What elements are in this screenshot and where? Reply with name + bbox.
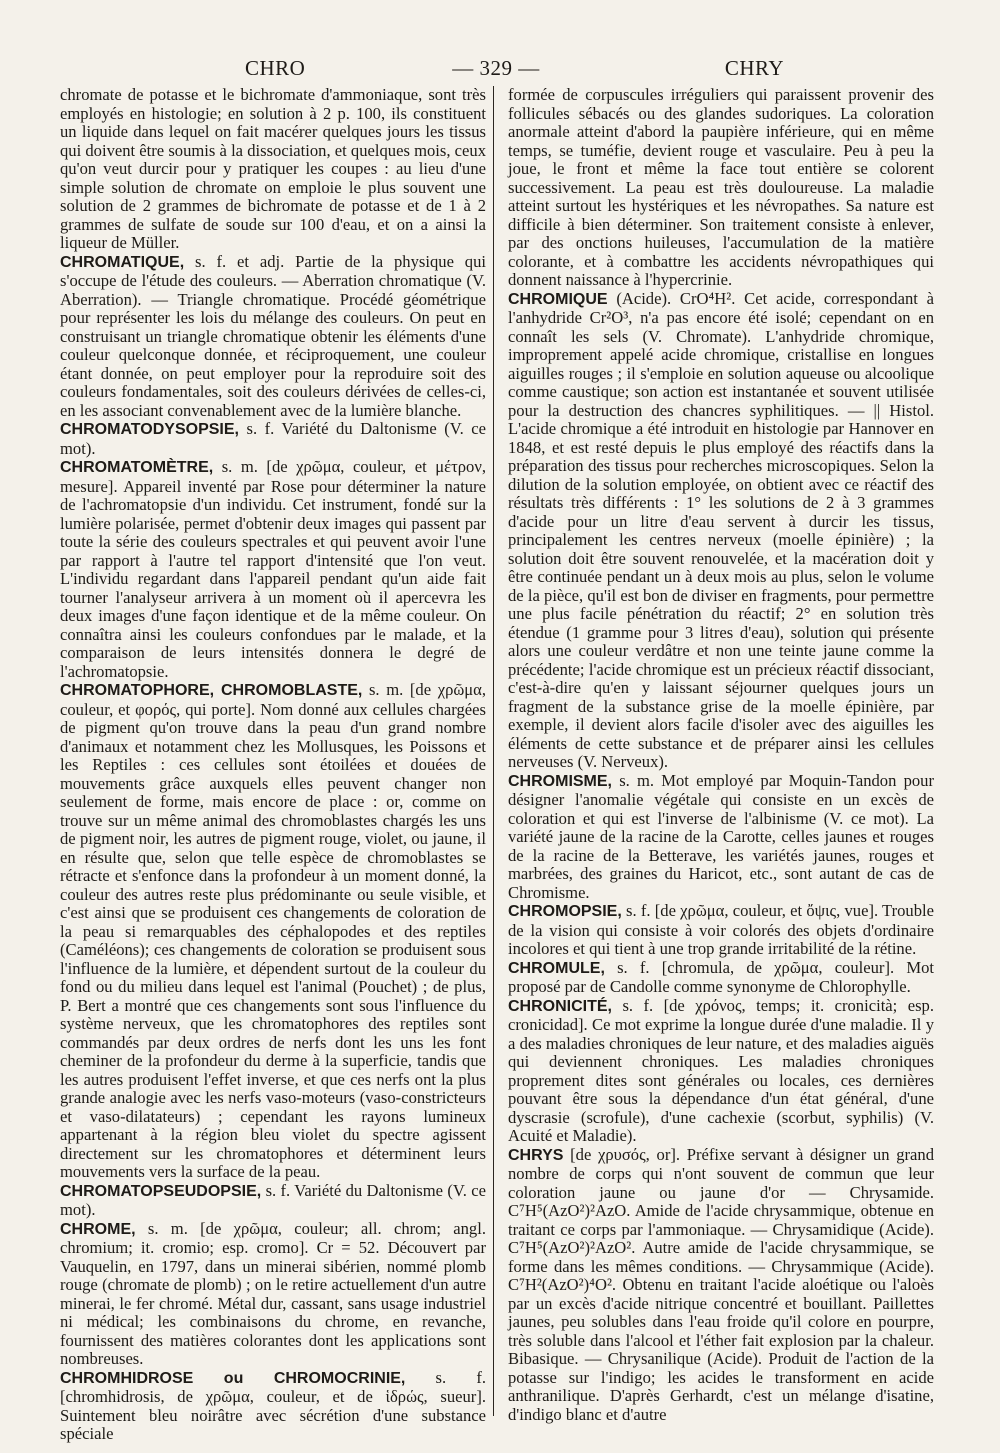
entry-chromatopseudopsie	[60, 1182, 486, 1220]
entry-chromule	[508, 959, 934, 997]
headword: CHROMULE,	[508, 959, 605, 977]
headword: CHROMATOMÈTRE,	[60, 459, 214, 476]
headword: CHROMATOPHORE, CHROMOBLASTE,	[60, 682, 363, 699]
entry-text: s. f. [chromhidrosis, de χρῶμα, couleur, et de ἱδρώς, sueur]. Suintement bleu noirâtre avec sécrétion d'une substance spéciale	[60, 1367, 486, 1443]
entry-chromate-cont	[60, 86, 486, 253]
right-column	[508, 86, 934, 1426]
entry-chromhidrose	[60, 1369, 486, 1444]
entry-chromhidrose-cont	[508, 86, 934, 290]
running-header	[60, 52, 932, 86]
entry-chromatophore	[60, 681, 486, 1182]
headword: CHROMOPSIE,	[508, 903, 622, 920]
headword: CHRONICITÉ,	[508, 997, 612, 1015]
header-right-word: CHRY	[724, 56, 784, 80]
entry-text: s. m. [de χρῶμα, couleur, et μέτρον, mesure]. Appareil inventé par Rose pour déterminer la nature de l'achromatopsie d'un individu. Cet instrument, fondé sur la lumière polarisée, permet d'obtenir deux images qui passent par toute la série des couleurs spectrales et qui peuvent avoir l'une par rapport à l'autre tel rapport d'intensité que l'on veut. L'individu regardant dans l'appareil pendant qu'un aide fait tourner l'analyseur arrivera à un moment où il apercevra les deux images d'une façon identique et de la même couleur. On connaîtra ainsi les couleurs confondues par le malade, et la comparaison de leurs intensités donnera le degré de l'achromatopsie.	[60, 457, 486, 681]
entry-text: s. m. [de χρῶμα, couleur, et φορός, qui porte]. Nom donné aux cellules chargées de pigment qu'on trouve dans la peau d'un grand nombre d'animaux et notamment chez les Mollusques, les Poissons et les Reptiles : ces cellules sont étoilées et douées de mouvements grâce auxquels elles peuvent changer non seulement de forme, mais encore de place : or, comme on trouve sur un même animal des chromoblastes chargés les uns de pigment noir, les autres de pigment rouge, violet, ou jaune, il en résulte que, selon que telle espèce de chromoblastes se rétracte et s'enfonce dans la profondeur à un moment donné, la couleur des autres reste plus prédominante ou seule visible, et c'est ainsi que se produisent ces changements de coloration de la peau si remarquables des céphalopodes et des reptiles (Caméléons); ces changements de coloration se produisent sous l'influence de la lumière, et dépendent surtout de la couleur du fond ou du milieu dans lequel est l'animal (Pouchet) ; de plus, P. Bert a montré que ces changements sont sous l'influence du système nerveux, que les chromatophores des reptiles sont commandés par deux ordres de nerfs dont les uns les font cheminer de la profondeur du derme à la superficie, tandis que les autres produisent l'effet inverse, et que ces nerfs ont la plus grande analogie avec les nerfs vaso-moteurs (vaso-constricteurs et vaso-dilatateurs) ; cependant les rayons lumineux appartenant à la région bleu violet du spectre agissent directement sur les chromatophores et déterminent leurs mouvements vers la surface de la peau.	[60, 680, 487, 1181]
entry-text: s. m. Mot employé par Moquin-Tandon pour désigner l'anomalie végétale qui consiste en un excès de coloration et qui est l'inverse de l'albinisme (V. ce mot). La variété jaune de la racine de la Carotte, celles jaunes et rouges de la racine de la Betterave, les variétés jaunes, rouges et marbrées, des graines du Haricot, etc., sont autant de cas de Chromisme.	[508, 770, 934, 902]
page-number: — 329 —	[452, 56, 540, 80]
column-divider	[493, 86, 494, 1416]
headword: CHROMISME,	[508, 772, 612, 790]
headword: CHROMATIQUE,	[60, 253, 185, 271]
headword: CHROMATOPSEUDOPSIE,	[60, 1182, 262, 1200]
headword: CHROME,	[60, 1220, 136, 1238]
entry-text: chromate de potasse et le bichromate d'ammoniaque, sont très employés en histologie; en solution à 2 p. 100, ils constituent un liquide dans lequel on fait macérer quelques jours les tissus qui doivent être soumis à la dissociation, et quelques mois, ceux qu'on veut durcir pour y pratiquer les coupes : au lieu d'une simple solution de chromate on emploie le plus souvent une solution de 2 grammes de bichromate de potasse et de 1 à 2 grammes de sulfate de soude sur 100 d'eau, et on a ainsi la liqueur de Müller.	[60, 85, 486, 252]
entry-text: formée de corpuscules irréguliers qui paraissent provenir des follicules sébacés ou des glandes sudoriques. La coloration anormale atteint d'abord la paupière inférieure, qui en même temps, se tuméfie, devient rouge et vasculaire. Peu à peu la joue, le front et même la face tout entière se colorent successivement. La peau est très douloureuse. La maladie atteint surtout les hystériques et les névropathes. Sa nature est difficile à bien déterminer. Son traitement consiste à enlever, par des onctions huileuses, l'accumulation de la matière colorante, et à combattre les accidents névropathiques qui donnent naissance à l'hypercrinie.	[508, 85, 934, 289]
headword: CHRYS	[508, 1146, 564, 1164]
entry-text: s. f. [de χρόνος, temps; it. cronicità; esp. cronicidad]. Ce mot exprime la longue durée d'une maladie. Il y a des maladies chroniques de leur nature, et des maladies aiguës qui deviennent chroniques. Les maladies chroniques proprement dites sont générales ou locales, ces dernières pouvant être sous la dépendance d'un état général, d'une dyscrasie (scrofule), d'une cachexie (scorbut, syphilis) (V. Acuité et Maladie).	[508, 995, 934, 1145]
entry-chronicite	[508, 997, 934, 1146]
entry-chrome	[60, 1220, 486, 1369]
entry-text: s. f. [chromula, de χρῶμα, couleur]. Mot proposé par de Candolle comme synonyme de Chlorophylle.	[508, 957, 934, 996]
entry-chromatodysopsie	[60, 420, 486, 458]
entry-chromopsie	[508, 902, 934, 959]
entry-text: s. f. et adj. Partie de la physique qui s'occupe de l'étude des couleurs. — Aberration chromatique (V. Aberration). — Triangle chromatique. Procédé géométrique pour représenter les lois du mélange des couleurs. On peut en construisant un triangle chromatique obtenir les éléments d'une couleur quelconque donnée, et réciproquement, une couleur étant donnée, on peut employer pour la reproduire soit des couleurs fondamentales, soit des couleurs dérivées de celles-ci, en les associant convenablement avec de la lumière blanche.	[60, 251, 486, 420]
entry-text: [de χρυσός, or]. Préfixe servant à désigner un grand nombre de corps qui n'ont souvent de commun que leur coloration jaune ou jaune d'or — Chrysamide. C⁷H⁵(AzO²)²AzO. Amide de l'acide chrysammique, obtenue en traitant ce corps par l'ammoniaque. — Chrysamidique (Acide). C⁷H⁵(AzO²)²AzO². Autre amide de l'acide chrysammique, se forme dans les mêmes conditions. — Chrysammique (Acide). C⁷H²(AzO²)⁴O². Obtenu en traitant l'acide aloétique ou l'aloès par un excès d'acide nitrique concentré et bouillant. Paillettes jaunes, peu solubles dans l'eau froide qu'il colore en pourpre, très soluble dans l'alcool et l'éther fait explosion par la chaleur. Bibasique. — Chrysanilique (Acide). Produit de l'action de la potasse sur l'indigo; les acides le transforment en acide anthranilique. D'après Gerhardt, c'est un mélange d'isatine, d'indigo blanc et d'autre	[508, 1144, 934, 1424]
entry-text: s. f. Variété du Daltonisme (V. ce mot).	[60, 1180, 486, 1219]
headword: CHROMIQUE	[508, 290, 608, 308]
entry-chromatique	[60, 253, 486, 421]
left-column	[60, 85, 487, 1443]
entry-chromisme	[508, 772, 934, 903]
entry-chromique	[508, 290, 934, 772]
entry-chrys	[508, 1146, 934, 1425]
entry-text: (Acide). CrO⁴H². Cet acide, correspondant à l'anhydride Cr²O³, n'a pas encore été isolé; cependant on en connaît les sels (V. Chromate). L'anhydride chromique, improprement appelé acide chromique, cristallise en longues aiguilles rouges ; il s'emploie en solution aqueuse ou alcoolique comme caustique; son action est instantanée et souvent utilisée pour la destruction des chancres syphilitiques. — || Histol. L'acide chromique a été introduit en histologie par Hannover en 1848, et est resté depuis le plus employé des réactifs dans la préparation des tissus pour recherches microscopiques. Selon la dilution de la solution employée, on obtient avec ce réactif des résultats très différents : 1° les solutions de 2 à 3 grammes d'acide pour un litre d'eau servent à durcir les tissus, principalement les centres nerveux (moelle épinière) ; la solution doit être souvent renouvelée, et la macération doit y être continuée pendant un à deux mois au plus, selon le volume de la pièce, qu'il est bon de diviser en fragments, pour permettre une plus facile pénétration du réactif; 2° en solution très étendue (1 gramme pour 3 litres d'eau), solution qui présente alors une couleur verdâtre et non une teinte jaune comme la précédente; l'acide chromique est un précieux réactif dissociant, c'est-à-dire qu'en y laissant séjourner quelques jours un fragment de la substance grise de la moelle épinière, par exemple, il devient alors facile d'isoler avec des aiguilles les éléments de cette substance et de préparer ainsi les cellules nerveuses (V. Nerveux).	[508, 288, 934, 771]
entry-text: s. f. Variété du Daltonisme (V. ce mot).	[60, 419, 486, 458]
header-left-word: CHRO	[245, 56, 306, 80]
entry-text: s. f. [de χρῶμα, couleur, et ὄψις, vue]. Trouble de la vision qui consiste à voir colorés des objets d'ordinaire incolores et qui tient à une trop grande irritabilité de la rétine.	[508, 901, 934, 958]
entry-chromatometre	[60, 458, 486, 681]
headword: CHROMATODYSOPSIE,	[60, 421, 239, 438]
headword: CHROMHIDROSE ou CHROMOCRINIE,	[60, 1369, 406, 1387]
entry-text: s. m. [de χρῶμα, couleur; all. chrom; angl. chromium; it. cromio; esp. cromo]. Cr = 52. Découvert par Vauquelin, en 1797, dans un minerai sibérien, nommé plomb rouge (chromate de plomb) ; on le retire actuellement d'un autre minerai, le fer chromé. Métal dur, cassant, sans usage industriel ni médical; les combinaisons du chrome, en revanche, fournissent des matières colorantes dont les applications sont nombreuses.	[60, 1218, 486, 1368]
